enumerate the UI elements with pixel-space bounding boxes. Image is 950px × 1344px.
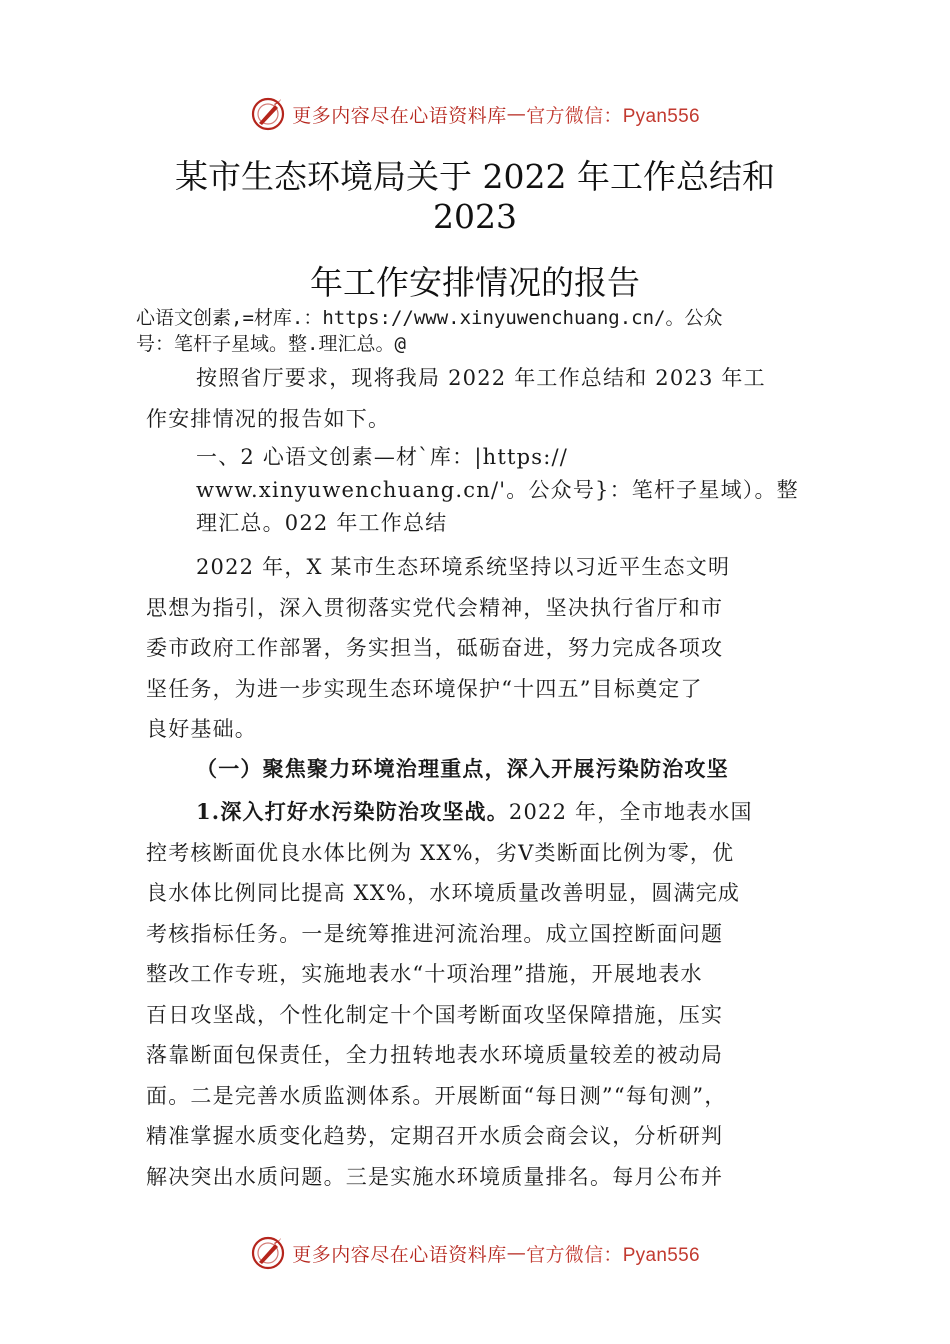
document-title-line-1: 某市生态环境局关于 2022 年工作总结和: [175, 157, 775, 196]
para1-line-4: 坚任务，为进一步实现生态环境保护“十四五”目标奠定了: [146, 676, 703, 701]
section-heading-1: [146, 441, 808, 540]
para2-line-2: 控考核断面优良水体比例为 XX%，劣Ⅴ类断面比例为零，优: [146, 840, 735, 865]
para2-line-5: 整改工作专班，实施地表水“十项治理”措施，开展地表水: [146, 962, 703, 986]
subheading-1-text: （一）聚焦聚力环境治理重点，深入开展污染防治攻坚: [196, 756, 729, 781]
paragraph-overview: [146, 547, 808, 750]
para2-line-3: 良水体比例同比提高 XX%，水环境质量改善明显，圆满完成: [146, 881, 741, 905]
header-banner: [0, 94, 950, 134]
section1-line-3: 理汇总。022 年工作总结: [196, 511, 448, 535]
para1-line-5: 良好基础。: [146, 717, 257, 741]
para2-line-10: 解决突出水质问题。三是实施水环境质量排名。每月公布并: [146, 1164, 724, 1189]
para1-line-1: 2022 年，X 某市生态环境系统坚持以习近平生态文明: [196, 555, 731, 579]
para2-line-1: [146, 792, 808, 833]
banner-dash: —: [506, 103, 527, 125]
para2-line-6: 百日攻坚战，个性化制定十个国考断面攻坚保障措施，压实: [146, 1002, 724, 1027]
footer-contact-text: 官方微信：Pyan556: [526, 1244, 700, 1266]
para2-lead: 1.深入打好水污染防治攻坚战。: [196, 799, 509, 824]
para1-line-2: 思想为指引，深入贯彻落实党代会精神，坚决执行省厅和市: [146, 595, 724, 620]
quill-logo-icon: [250, 1235, 286, 1271]
banner-contact-text: 官方微信：Pyan556: [526, 105, 700, 127]
intro-line-1: 按照省厅要求，现将我局 2022 年工作总结和 2023 年工: [196, 366, 766, 390]
quill-logo-icon: [250, 96, 286, 132]
section1-line-1: 一、2 心语文创素—材`库：|https://: [196, 445, 569, 469]
footer-banner: [0, 1233, 950, 1273]
intro-line-2: 作安排情况的报告如下。: [146, 406, 391, 431]
para2-line-1-rest: 2022 年，全市地表水国: [508, 800, 753, 824]
document-title-line-3: 年工作安排情况的报告: [310, 263, 640, 302]
subheading-1: [146, 749, 808, 790]
para2-line-7: 落靠断面包保责任，全力扭转地表水环境质量较差的被动局: [146, 1043, 724, 1067]
para2-line-9: 精准掌握水质变化趋势，定期召开水质会商会议，分析研判: [146, 1124, 724, 1148]
banner-brand-text: 更多内容尽在心语资料库: [292, 104, 507, 127]
section1-line-2: www.xinyuwenchuang.cn/'。公众号}：笔杆子星域）。整: [196, 478, 799, 502]
footer-brand-text: 更多内容尽在心语资料库: [292, 1243, 507, 1266]
paragraph-water-pollution: [146, 792, 808, 1197]
footer-dash: —: [506, 1242, 527, 1264]
para2-line-4: 考核指标任务。一是统筹推进河流治理。成立国控断面问题: [146, 921, 724, 946]
para2-line-8: 面。二是完善水质监测体系。开展断面“每日测”“每旬测”，: [146, 1083, 727, 1108]
document-title-line-2: 2023: [433, 197, 517, 236]
para1-line-3: 委市政府工作部署，务实担当，砥砺奋进，努力完成各项攻: [146, 636, 724, 660]
intro-paragraph: [146, 358, 808, 439]
source-note-line-1: 心语文创素,=材库.：https://www.xinyuwenchuang.cn/。公众: [136, 307, 723, 329]
source-note-line-2: 号：笔杆子星域。整.理汇总。@: [136, 333, 406, 355]
